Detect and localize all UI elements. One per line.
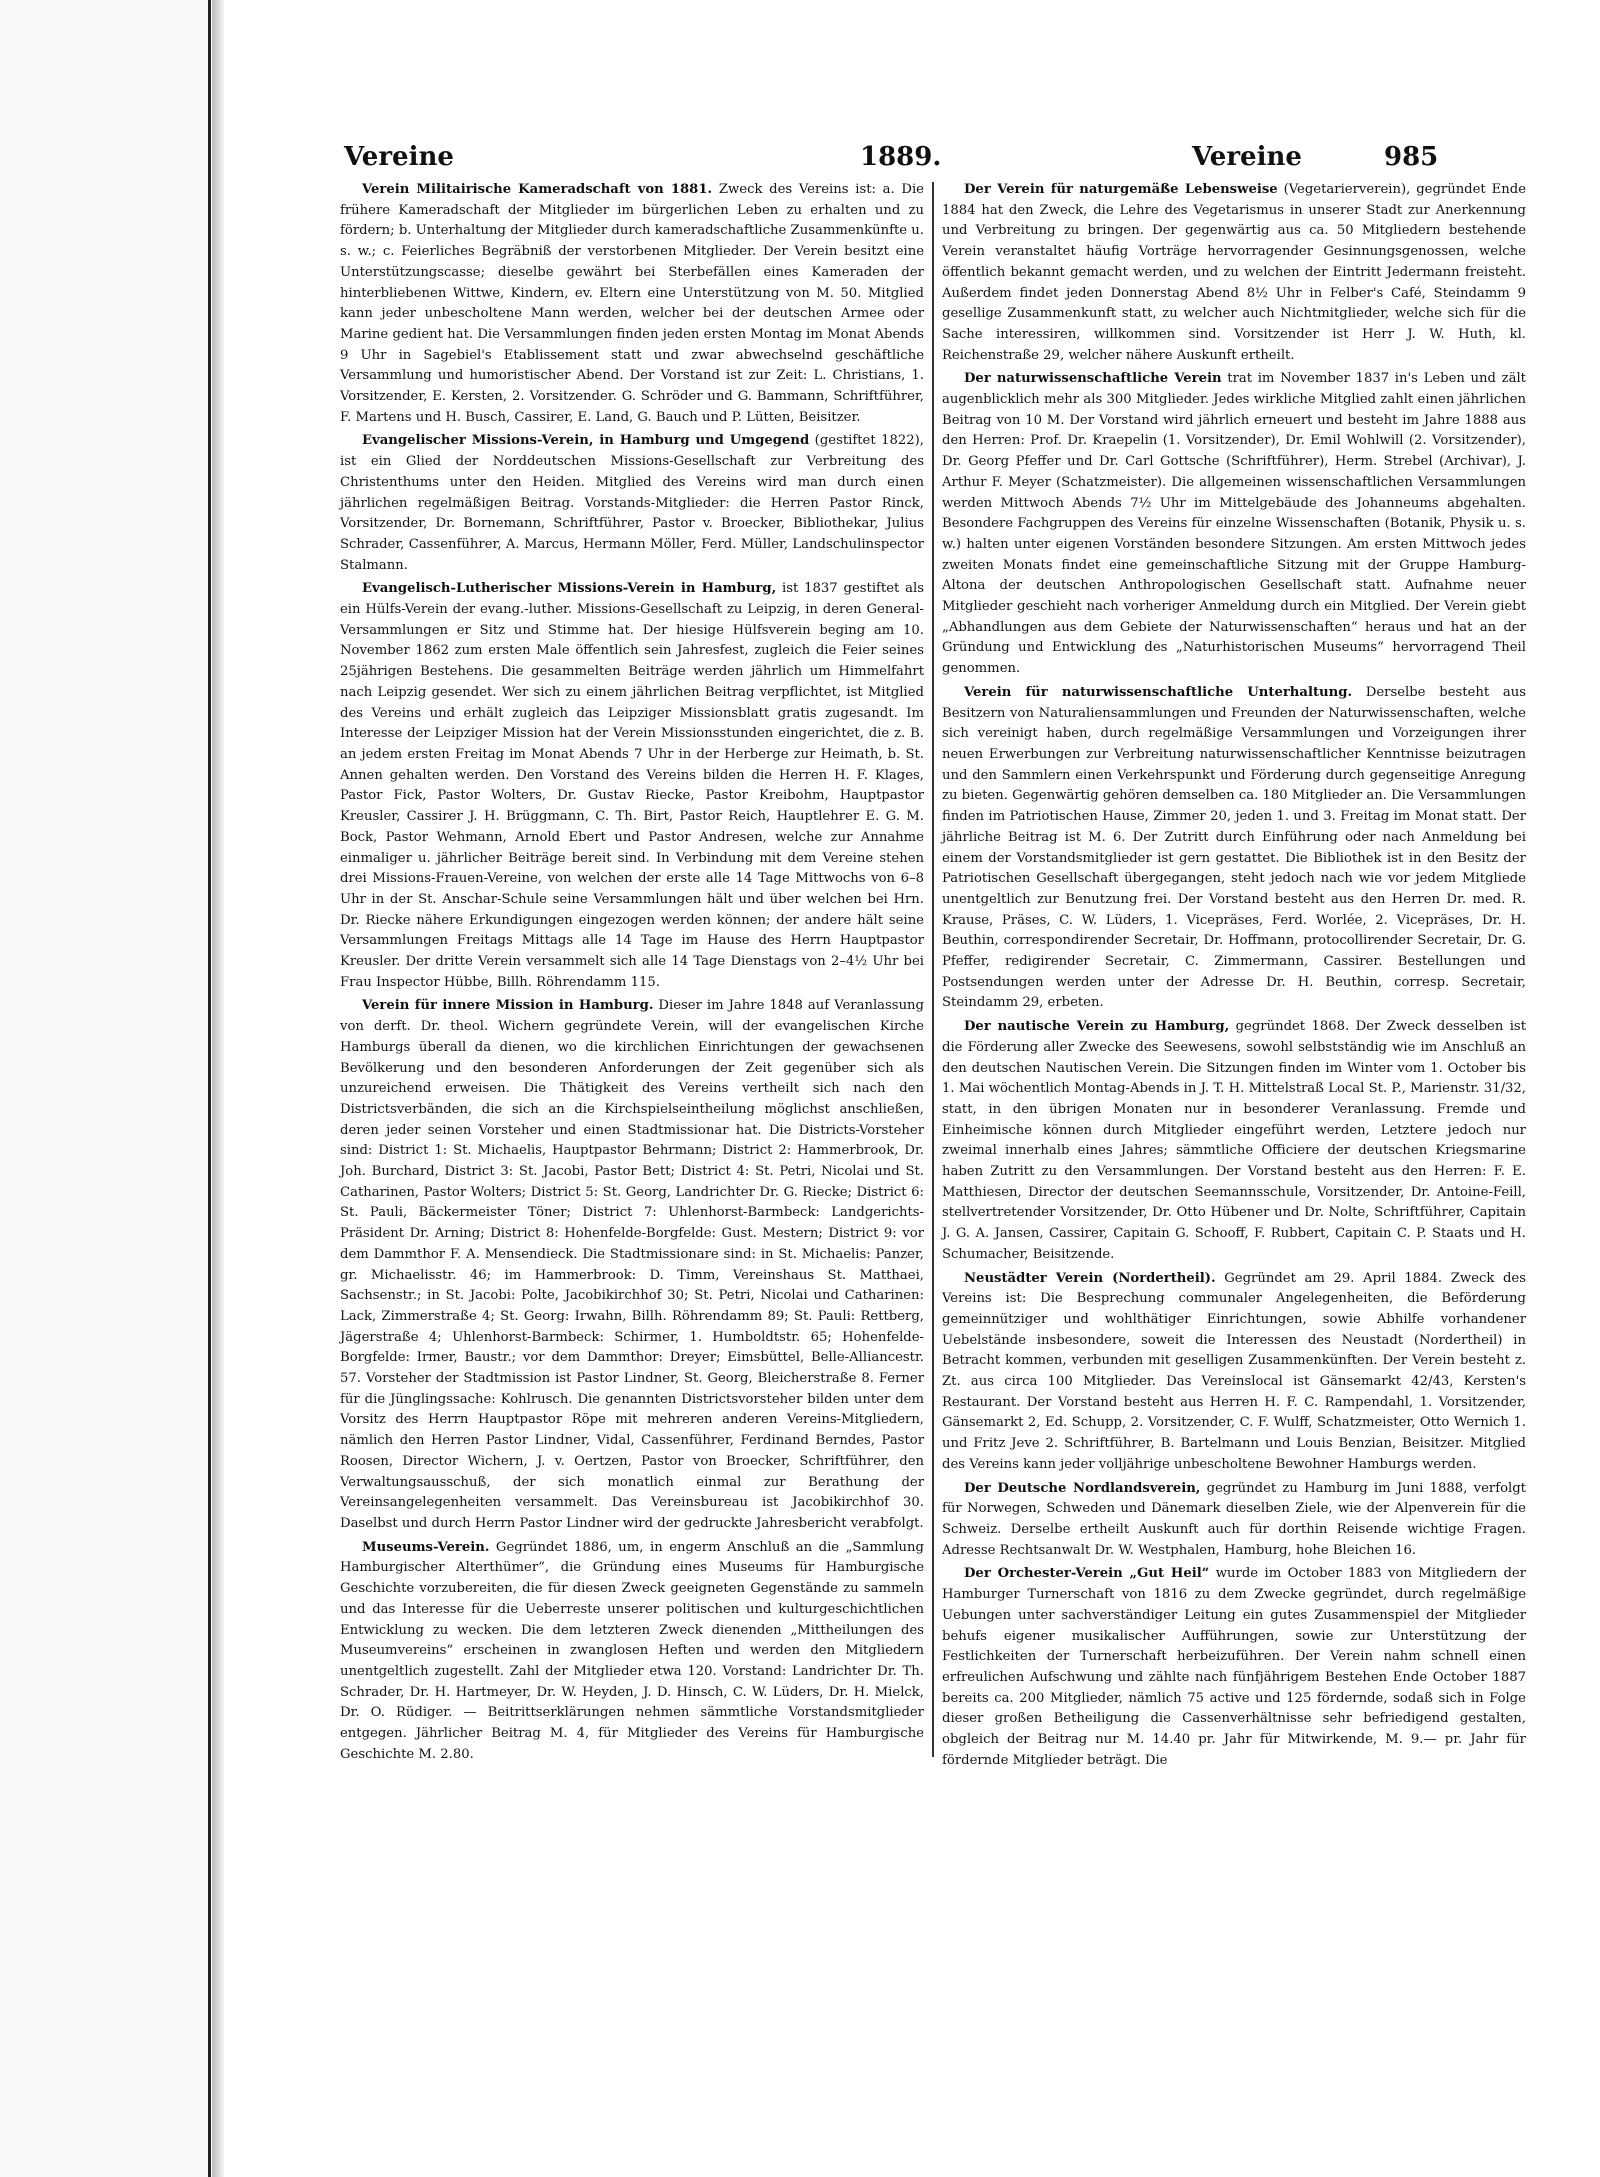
header-left-title: Vereine — [344, 142, 454, 172]
entry-title: Evangelisch-Lutherischer Missions-Verein in Hamburg, — [362, 581, 777, 597]
entry-title: Verein Militairische Kameradschaft von 1881. — [362, 182, 713, 197]
entry-title: Neustädter Verein (Nordertheil). — [964, 1270, 1216, 1286]
entry-title: Verein für innere Mission in Hamburg. — [362, 998, 654, 1014]
page-header — [330, 142, 1439, 176]
header-right-title: Vereine — [1192, 142, 1302, 172]
entry-lutherischer-missions-verein — [340, 579, 924, 993]
entry-museums-verein — [340, 1538, 924, 1766]
entry-body: gegründet zu Hamburg im Juni 1888, verfolgt für Norwegen, Schweden und Dänemark dieselben Ziele, wie der Alpenverein für die Schweiz. Derselbe ertheilt Auskunft auch für dorthin Reisende wichtige Fragen. Adresse Rechtsanwalt Dr. W. Westphalen, Hamburg, hohe Bleichen 16. — [942, 1480, 1526, 1558]
entry-body: Gegründet 1886, um, in engerm Anschluß an die „Sammlung Hamburgischer Alterthümer“, die Gründung eines Museums für Hamburgische Geschichte vorzubereiten, die für diesen Zweck geeigneten Gegenstände zu sammeln und das Interesse für die Ueberreste unserer politischen und kulturgeschichtlichen Entwicklung zu wecken. Die dem letzteren Zweck dienenden „Mittheilungen des Museumvereins“ erscheinen in zwanglosen Heften und werden den Mitgliedern unentgeltlich zugestellt. Zahl der Mitglieder etwa 120. Vorstand: Landrichter Dr. Th. Schrader, Dr. H. Hartmeyer, Dr. W. Heyden, J. D. Hinsch, C. W. Lüders, Dr. H. Mielck, Dr. O. Rüdiger. — Beitrittserklärungen nehmen sämmtliche Vorstandsmitglieder entgegen. Jährlicher Beitrag M. 4, für Mitglieder des Vereins für Hamburgische Geschichte M. 2.80. — [340, 1539, 924, 1762]
entry-title: Verein für naturwissenschaftliche Unterhaltung. — [964, 684, 1353, 700]
entry-title: Museums-Verein. — [362, 1539, 490, 1555]
entry-orchester-verein — [942, 1564, 1526, 1771]
entry-title: Der Orchester-Verein „Gut Heil“ — [964, 1566, 1210, 1582]
entry-title: Der Verein für naturgemäße Lebensweise — [964, 182, 1278, 197]
entry-title: Der Deutsche Nordlandsverein, — [964, 1480, 1201, 1496]
entry-lebensweise — [942, 180, 1526, 366]
entry-nordlandsverein — [942, 1479, 1526, 1562]
entry-body: wurde im October 1883 von Mitgliedern der Hamburger Turnerschaft von 1816 zu dem Zwecke gegründet, durch regelmäßige Uebungen unter sachverständiger Leitung ein gutes Zusammenspiel der Mitglieder behufs eigener musikalischer Aufführungen, sowie zur Unterstützung der Festlichkeiten der Turnerschaft herbeizuführen. Der Verein nahm schnell einen erfreulichen Aufschwung und zählte nach fünfjährigem Bestehen Ende October 1887 bereits ca. 200 Mitglieder, nämlich 75 active und 125 fördernde, sodaß sich in Folge dieser großen Betheiligung die Cassenverhältnisse sehr befriedigend gestalten, obgleich der Beitrag nur M. 14.40 pr. Jahr für Mitwirkende, M. 9.— pr. Jahr für fördernde Mitglieder beträgt. Die — [942, 1566, 1526, 1768]
page-gutter — [212, 0, 224, 2177]
page-number: 985 — [1384, 142, 1439, 172]
entry-nautischer-verein — [942, 1017, 1526, 1265]
entry-body: gegründet 1868. Der Zweck desselben ist die Förderung aller Zwecke des Seewesens, sowohl selbstständig wie im Anschluß an den deutschen Nautischen Verein. Die Sitzungen finden im Winter vom 1. October bis 1. Mai wöchentlich Montag-Abends in J. T. H. Mittelstraß Local St. P., Marienstr. 31/32, statt, in den übrigen Monaten nur in besonderer Veranlassung. Fremde und Einheimische können durch Mitglieder eingeführt werden, Letztere jedoch nur zweimal innerhalb eines Jahres; sämmtliche Officiere der deutschen Kriegsmarine haben Zutritt zu den Versammlungen. Der Vorstand besteht aus den Herren: F. E. Matthiesen, Director der deutschen Seemannsschule, Vorsitzender, Dr. Antoine-Feill, stellvertretender Vorsitzender, Dr. Otto Hübener und Dr. Nolte, Schriftführer, Capitain J. G. A. Jansen, Cassirer, Capitain G. Schooff, F. Rubbert, Capitain C. P. Staats und H. Schumacher, Beisitzende. — [942, 1019, 1527, 1262]
entry-body: trat im November 1837 in's Leben und zält augenblicklich mehr als 300 Mitglieder. Jedes wirkliche Mitglied zahlt einen jährlichen Beitrag von 10 M. Der Vorstand wird jährlich erneuert und besteht im Jahre 1888 aus den Herren: Prof. Dr. Kraepelin (1. Vorsitzender), Dr. Emil Wohlwill (2. Vorsitzender), Dr. Georg Pfeffer und Dr. Carl Gottsche (Schriftführer), Herm. Strebel (Archivar), J. Arthur F. Meyer (Schatzmeister). Die allgemeinen wissenschaftlichen Versammlungen werden Mittwoch Abends 7½ Uhr im Mittelgebäude des Johanneums abgehalten. Besondere Fachgruppen des Vereins für einzelne Wissenschaften (Botanik, Physik u. s. w.) halten unter eigenen Vorständen besondere Sitzungen. Am ersten Mittwoch jedes zweiten Monats findet eine gemeinschaftliche Sitzung mit der Gruppe Hamburg-Altona der deutschen Anthropologischen Gesellschaft statt. Aufnahme neuer Mitglieder geschieht nach vorheriger Anmeldung durch ein Mitglied. Der Verein giebt „Abhandlungen aus dem Gebiete der Naturwissenschaften“ heraus und hat an der Gründung und Entwicklung des „Naturhistorischen Museums“ hervorragend Theil genommen. — [942, 371, 1526, 677]
entry-title: Evangelischer Missions-Verein, in Hamburg und Umgegend — [362, 433, 810, 449]
entry-body: ist 1837 gestiftet als ein Hülfs-Verein der evang.-luther. Missions-Gesellschaft zu Leipzig, in deren General-Versammlungen er Sitz und Stimme hat. Der hiesige Hülfsverein beging am 10. November 1862 zum ersten Male öffentlich sein Jahresfest, zugleich die Feier seines 25jährigen Bestehens. Die gesammelten Beiträge werden jährlich um Himmelfahrt nach Leipzig gesendet. Wer sich zu einem jährlichen Beitrag verpflichtet, ist Mitglied des Vereins und erhält zugleich das Leipziger Missionsblatt gratis zugesandt. Im Interesse der Leipziger Mission hat der Verein Missionsstunden eingerichtet, die z. B. an jedem ersten Freitag im Monat Abends 7 Uhr in der Herberge zur Heimath, b. St. Annen gehalten werden. Den Vorstand des Vereins bilden die Herren H. F. Klages, Pastor Fick, Pastor Wolters, Dr. Gustav Riecke, Pastor Kreibohm, Hauptpastor Kreusler, Cassirer J. H. Brüggmann, C. Th. Birt, Pastor Reich, Hauptlehrer E. G. M. Bock, Pastor Wehmann, Arnold Ebert und Pastor Andresen, welche zur Annahme einmaliger u. jährlicher Beiträge bereit sind. In Verbindung mit dem Vereine stehen drei Missions-Frauen-Vereine, von welchen der erste alle 14 Tage Mittwochs von 6–8 Uhr in der St. Anschar-Schule seine Versammlungen hält und über welchen bei Hrn. Dr. Riecke nähere Erkundigungen eingezogen werden können; der andere hält seine Versammlungen Freitags Mittags alle 14 Tage im Hause des Herrn Hauptpastor Kreusler. Der dritte Verein versammelt sich alle 14 Tage Dienstags von 2–4½ Uhr bei Frau Inspector Hübbe, Billh. Röhrendamm 115. — [340, 581, 925, 990]
entry-neustaedter-verein — [942, 1269, 1526, 1476]
left-text-column — [340, 180, 924, 1768]
entry-body: Derselbe besteht aus Besitzern von Naturaliensammlungen und Freunden der Naturwissenschaften, welche sich vereinigt haben, durch regelmäßige Versammlungen und Vorzeigungen ihrer neuen Erwerbungen zur Verbreitung naturwissenschaftlicher Kenntnisse beizutragen und den Sammlern einen Verkehrspunkt und Förderung durch gegenseitige Anregung zu bieten. Gegenwärtig gehören demselben ca. 180 Mitglieder an. Die Versammlungen finden im Patriotischen Hause, Zimmer 20, jeden 1. und 3. Freitag im Monat statt. Der jährliche Beitrag ist M. 6. Der Zutritt durch Einführung oder nach Anmeldung bei einem der Vorstandsmitglieder ist gern gestattet. Die Bibliothek ist in den Besitz der Patriotischen Gesellschaft übergegangen, steht jedoch nach wie vor jedem Mitgliede unentgeltlich zur Benutzung frei. Der Vorstand besteht aus den Herren Dr. med. R. Krause, Präses, C. W. Lüders, 1. Vicepräses, Ferd. Worlée, 2. Vicepräses, Dr. H. Beuthin, correspondirender Secretair, Dr. Hoffmann, protocollirender Secretair, Dr. G. Pfeffer, redigirender Secretair, C. Zimmermann, Cassirer. Bestellungen und Postsendungen werden unter der Adresse Dr. H. Beuthin, corresp. Secretair, Steindamm 29, erbeten. — [942, 684, 1526, 1011]
entry-militairische-kameradschaft — [340, 180, 924, 428]
entry-naturwissenschaftlicher-verein — [942, 369, 1526, 680]
entry-title: Der nautische Verein zu Hamburg, — [964, 1019, 1230, 1035]
header-year: 1889. — [860, 142, 942, 172]
entry-innere-mission — [340, 996, 924, 1534]
entry-evangelischer-missions-verein — [340, 431, 924, 576]
entry-naturwissenschaftliche-unterhaltung — [942, 683, 1526, 1014]
entry-body: (gestiftet 1822), ist ein Glied der Norddeutschen Missions-Gesellschaft zur Verbreitung des Christenthums unter den Heiden. Mitglied des Vereins wird man durch einen jährlichen regelmäßigen Beitrag. Vorstands-Mitglieder: die Herren Pastor Rinck, Vorsitzender, Dr. Bornemann, Schriftführer, Pastor v. Broecker, Bibliothekar, Julius Schrader, Cassenführer, A. Marcus, Hermann Möller, Ferd. Müller, Landschulinspector Stalmann. — [340, 433, 924, 573]
left-page-margin — [0, 0, 211, 2177]
entry-body: Gegründet am 29. April 1884. Zweck des Vereins ist: Die Besprechung communaler Angelegenheiten, die Beförderung gemeinnütziger und wohlthätiger Einrichtungen, sowie Abhilfe vorhandener Uebelstände insbesondere, soweit die Interessen des Neustadt (Nordertheil) in Betracht kommen, verbunden mit geselligen Zusammenkünften. Der Verein besteht z. Zt. aus circa 100 Mitglieder. Das Vereinslocal ist Gänsemarkt 42/43, Kersten's Restaurant. Der Vorstand besteht aus Herren H. F. C. Rampendahl, 1. Vorsitzender, Gänsemarkt 2, Ed. Schupp, 2. Vorsitzender, C. F. Wulff, Schatzmeister, Otto Wernich 1. und Fritz Jeve 2. Schriftführer, B. Bartelmann und Louis Benzian, Beisitzer. Mitglied des Vereins kann jeder volljährige unbescholtene Bewohner Hamburgs werden. — [942, 1270, 1526, 1472]
entry-body: Dieser im Jahre 1848 auf Veranlassung von derft. Dr. theol. Wichern gegründete Verein, will der evangelischen Kirche Hamburgs überall da dienen, wo die kirchlichen Einrichtungen der gewachsenen Bevölkerung und den besonderen Anforderungen der Zeit gegenüber sich als unzureichend erweisen. Die Thätigkeit des Vereins vertheilt sich nach den Districtsverbänden, die sich an die Kirchspielseintheilung möglichst anschließen, deren jeder seinen Vorsteher und einen Stadtmissionar hat. Die Districts-Vorsteher sind: District 1: St. Michaelis, Hauptpastor Behrmann; District 2: Hammerbrook, Dr. Joh. Burchard, District 3: St. Jacobi, Pastor Bett; District 4: St. Petri, Nicolai und St. Catharinen, Pastor Wolters; District 5: St. Georg, Landrichter Dr. G. Riecke; District 6: St. Pauli, Bäckermeister Töner; District 7: Uhlenhorst-Barmbeck: Landgerichts-Präsident Dr. Arning; District 8: Hohenfelde-Borgfelde: Gust. Mestern; District 9: vor dem Dammthor F. A. Mensendieck. Die Stadtmissionare sind: in St. Michaelis: Panzer, gr. Michaelisstr. 46; im Hammerbrook: D. Timm, Vereinshaus St. Matthaei, Sachsenstr.; in St. Jacobi: Polte, Jacobikirchhof 30; St. Petri, Nicolai und Catharinen: Lack, Zimmerstraße 4; St. Georg: Irwahn, Billh. Röhrendamm 89; St. Pauli: Rettberg, Jägerstraße 4; Uhlenhorst-Barmbeck: Schirmer, 1. Humboldtstr. 65; Hohenfelde-Borgfelde: Irmer, Baustr.; vor dem Dammthor: Dreyer; Eimsbüttel, Belle-Alliancestr. 57. Vorsteher der Stadtmission ist Pastor Lindner, St. Georg, Bleicherstraße 8. Ferner für die Jünglingssache: Kohlrusch. Die genannten Districtsvorsteher bilden unter dem Vorsitz des Herrn Hauptpastor Röpe mit mehreren anderen Vereins-Mitgliedern, nämlich den Herren Pastor Lindner, Vidal, Cassenführer, Ferdinand Berndes, Pastor Roosen, Director Wichern, J. v. Oertzen, Pastor von Broecker, Schriftführer, den Verwaltungsausschuß, der sich monatlich einmal zur Berathung der Vereinsangelegenheiten versammelt. Das Vereinsbureau ist Jacobikirchhof 30. Daselbst und durch Herrn Pastor Lindner wird der gedruckte Jahresbericht verabfolgt. — [340, 998, 924, 1531]
column-divider — [932, 182, 934, 1757]
entry-title: Der naturwissenschaftliche Verein — [964, 371, 1222, 387]
entry-body: Zweck des Vereins ist: a. Die frühere Kameradschaft der Mitglieder im bürgerlichen Leben zu erhalten und zu fördern; b. Unterhaltung der Mitglieder durch kameradschaftliche Zusammenkünfte u. s. w.; c. Feierliches Begräbniß der verstorbenen Mitglieder. Der Verein besitzt eine Unterstützungscasse; dieselbe gewährt bei Sterbefällen eines Kameraden der hinterbliebenen Wittwe, Kindern, ev. Eltern eine Unterstützung von M. 50. Mitglied kann jeder unbescholtene Mann werden, welcher bei der deutschen Armee oder Marine gedient hat. Die Versammlungen finden jeden ersten Montag im Monat Abends 9 Uhr in Sagebiel's Etablissement statt und zwar abwechselnd geschäftliche Versammlung und humoristischer Abend. Der Vorstand ist zur Zeit: L. Christians, 1. Vorsitzender, E. Kersten, 2. Vorsitzender. G. Schröder und G. Bammann, Schriftführer, F. Martens und H. Busch, Cassirer, E. Land, G. Bauch und P. Lütten, Beisitzer. — [340, 182, 924, 425]
right-text-column — [942, 180, 1526, 1774]
entry-body: (Vegetarierverein), gegründet Ende 1884 hat den Zweck, die Lehre des Vegetarismus in unserer Stadt zur Anerkennung und Verbreitung zu bringen. Der gegenwärtig aus ca. 50 Mitgliedern bestehende Verein veranstaltet häufig Vorträge hervorragender Gesinnungsgenossen, welche öffentlich bekannt gemacht werden, und zu welchen der Eintritt Jedermann freisteht. Außerdem findet jeden Donnerstag Abend 8½ Uhr in Felber's Café, Steindamm 9 gesellige Zusammenkunft statt, zu welcher auch Nichtmitglieder, welche sich für die Sache interessiren, willkommen sind. Vorsitzender ist Herr J. W. Huth, kl. Reichenstraße 29, welcher nähere Auskunft ertheilt. — [942, 182, 1526, 363]
